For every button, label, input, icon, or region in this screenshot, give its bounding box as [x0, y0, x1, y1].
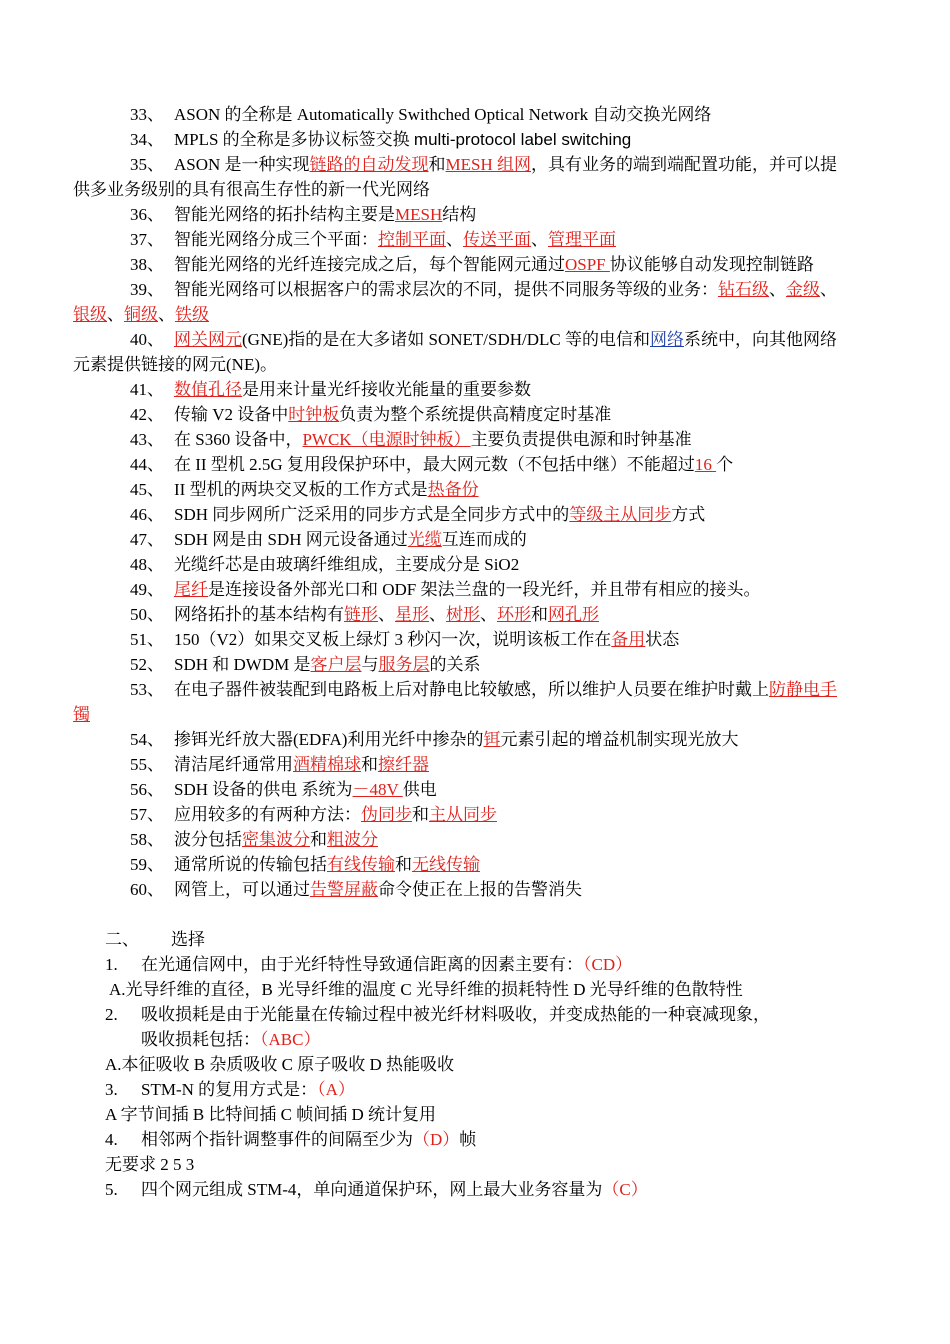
fill-item — [73, 727, 850, 752]
question-number: 2. — [105, 1005, 118, 1024]
answer-options: 无要求 2 5 3 — [105, 1155, 195, 1174]
item-text: ASON 是一种实现 — [174, 155, 310, 174]
answer-text: （A） — [317, 1080, 355, 1099]
question-number: 4. — [105, 1130, 118, 1149]
item-number: 49、 — [130, 580, 164, 599]
item-number: 37、 — [130, 230, 164, 249]
fill-in-list — [0, 102, 850, 902]
answer-text: 时钟板 — [288, 405, 340, 424]
item-text: 、 — [820, 280, 837, 299]
item-number: 60、 — [130, 880, 164, 899]
item-text: multi-protocol label switching — [413, 130, 632, 149]
item-number: 56、 — [130, 780, 164, 799]
answer-text: 链形 — [344, 605, 378, 624]
item-number: 45、 — [130, 480, 164, 499]
item-text: 、 — [158, 305, 175, 324]
item-text: 和 — [361, 755, 378, 774]
question-number: 3. — [105, 1080, 118, 1099]
fill-item — [73, 252, 850, 277]
item-text: SDH 设备的供电 系统为 — [174, 780, 353, 799]
answer-text: 擦纤器 — [378, 755, 429, 774]
item-number: 43、 — [130, 430, 164, 449]
answer-text: 银级 — [73, 305, 107, 324]
item-text: 、 — [446, 230, 463, 249]
item-number: 58、 — [130, 830, 164, 849]
item-text: 在电子器件被装配到电路板上后对静电比较敏感，所以维护人员要在维护时戴上 — [174, 680, 769, 699]
item-text: 、 — [429, 605, 446, 624]
answer-text: 树形 — [446, 605, 480, 624]
item-number: 44、 — [130, 455, 164, 474]
item-number: 33、 — [130, 105, 164, 124]
item-number: 50、 — [130, 605, 164, 624]
hyperlink[interactable]: 网络 — [650, 330, 684, 349]
answer-text: 链路的自动发现 — [309, 155, 429, 174]
item-text: 智能光网络的拓扑结构主要是 — [174, 205, 395, 224]
item-number: 47、 — [130, 530, 164, 549]
fill-item — [73, 127, 850, 152]
fill-item — [73, 427, 850, 452]
question-number: 1. — [105, 955, 118, 974]
item-number: 48、 — [130, 555, 164, 574]
item-number: 57、 — [130, 805, 164, 824]
item-text: 系统中，向其他网络元素提供链接的网元(NE)。 — [73, 330, 837, 374]
answer-text: －48V — [352, 780, 403, 799]
item-text: 传输 V2 设备中 — [174, 405, 289, 424]
question-text: 吸收损耗包括： — [141, 1030, 260, 1049]
item-text: 通常所说的传输包括 — [174, 855, 327, 874]
question-continuation — [105, 1027, 850, 1052]
item-text: 清洁尾纤通常用 — [174, 755, 293, 774]
fill-item — [73, 852, 850, 877]
answer-text: MESH 组网 — [445, 155, 532, 174]
item-number: 51、 — [130, 630, 164, 649]
answer-text: 网关网元 — [174, 330, 242, 349]
question-text: STM-N 的复用方式是： — [141, 1080, 318, 1099]
item-text: 的关系 — [429, 655, 481, 674]
item-text: 和 — [412, 805, 429, 824]
fill-item — [73, 777, 850, 802]
answer-text: 光缆 — [407, 530, 442, 549]
section-heading — [0, 927, 950, 952]
answer-text: 铁级 — [175, 305, 209, 324]
choice-question — [105, 952, 850, 977]
answer-text: 16 — [694, 455, 717, 474]
answer-text: （ABC） — [260, 1030, 321, 1049]
answer-text: （C） — [602, 1180, 648, 1199]
item-text: 光缆纤芯是由玻璃纤维组成，主要成分是 SiO2 — [174, 555, 520, 574]
item-number: 35、 — [130, 155, 164, 174]
item-text: 供电 — [402, 780, 437, 799]
item-text: 智能光网络的光纤连接完成之后，每个智能网元通过 — [174, 255, 565, 274]
answer-text: 尾纤 — [174, 580, 208, 599]
fill-item — [73, 227, 850, 252]
fill-item — [73, 327, 850, 377]
item-text: 、 — [480, 605, 497, 624]
item-number: 39、 — [130, 280, 164, 299]
fill-item — [73, 577, 850, 602]
fill-item — [73, 877, 850, 902]
item-text: 命令使正在上报的告警消失 — [378, 880, 582, 899]
fill-item — [73, 627, 850, 652]
fill-item — [73, 527, 850, 552]
item-number: 53、 — [130, 680, 164, 699]
answer-text: （CD） — [583, 955, 633, 974]
item-text: 个 — [716, 455, 734, 474]
answer-text: 传送平面 — [463, 230, 531, 249]
fill-item — [73, 477, 850, 502]
item-text: 在 II 型机 2.5G 复用段保护环中，最大网元数（不包括中继）不能超过 — [174, 455, 695, 474]
answer-options: A 字节间插 B 比特间插 C 帧间插 D 统计复用 — [105, 1105, 437, 1124]
item-number: 54、 — [130, 730, 164, 749]
answer-options: A.本征吸收 B 杂质吸收 C 原子吸收 D 热能吸收 — [105, 1055, 454, 1074]
answer-text: 有线传输 — [327, 855, 395, 874]
choice-question — [105, 1002, 850, 1052]
choice-question — [105, 1177, 850, 1202]
item-text: 智能光网络分成三个平面： — [174, 230, 378, 249]
answer-text: 密集波分 — [242, 830, 310, 849]
item-text: 、 — [107, 305, 124, 324]
answer-text: 主从同步 — [429, 805, 497, 824]
item-number: 46、 — [130, 505, 164, 524]
item-text: MPLS 的全称是多协议标签交换 — [174, 130, 414, 149]
item-number: 40、 — [130, 330, 164, 349]
fill-item — [73, 602, 850, 627]
answer-text: （D） — [413, 1130, 460, 1149]
item-text: 状态 — [645, 630, 680, 649]
item-number: 55、 — [130, 755, 164, 774]
answer-text: 管理平面 — [548, 230, 616, 249]
fill-item — [73, 827, 850, 852]
item-text: 元素引起的增益机制实现光放大 — [500, 730, 739, 749]
item-text: SDH 和 DWDM 是 — [174, 655, 311, 674]
answer-text: 钻石级 — [718, 280, 769, 299]
answer-text: 数值孔径 — [174, 380, 242, 399]
item-number: 36、 — [130, 205, 164, 224]
answer-text: 防静电手镯 — [73, 680, 837, 724]
question-text: 四个网元组成 STM-4，单向通道保护环，网上最大业务容量为 — [141, 1180, 603, 1199]
answer-text: MESH — [395, 205, 443, 224]
item-text: 、 — [531, 230, 548, 249]
item-text: SDH 同步网所广泛采用的同步方式是全同步方式中的 — [174, 505, 570, 524]
answer-text: 无线传输 — [412, 855, 480, 874]
answer-text: 伪同步 — [361, 805, 412, 824]
fill-item — [73, 652, 850, 677]
item-number: 52、 — [130, 655, 164, 674]
answer-text: 热备份 — [427, 480, 479, 499]
item-number: 34、 — [130, 130, 164, 149]
fill-item — [73, 802, 850, 827]
item-text: 应用较多的有两种方法： — [174, 805, 361, 824]
fill-item — [73, 277, 850, 327]
answer-text: OSPF — [565, 255, 610, 274]
item-number: 41、 — [130, 380, 164, 399]
item-text: 方式 — [671, 505, 706, 524]
fill-item — [73, 502, 850, 527]
choice-list — [0, 952, 850, 1202]
fill-item — [73, 377, 850, 402]
item-number: 42、 — [130, 405, 164, 424]
answer-text: 粗波分 — [327, 830, 378, 849]
answer-text: 铒 — [483, 730, 501, 749]
answer-text: 告警屏蔽 — [310, 880, 378, 899]
fill-item — [73, 402, 850, 427]
answer-text: 网孔形 — [548, 605, 599, 624]
item-text: 波分包括 — [174, 830, 242, 849]
answer-text: 控制平面 — [378, 230, 446, 249]
answer-text: 星形 — [395, 605, 429, 624]
fill-item — [73, 102, 850, 127]
item-number: 38、 — [130, 255, 164, 274]
answer-text: 服务层 — [378, 655, 430, 674]
item-text: ，具有业务的端到端配置功能，并可以提供多业务级别的具有很高生存性的新一代光网络 — [73, 155, 838, 199]
question-text: 相邻两个指针调整事件的间隔至少为 — [141, 1130, 413, 1149]
item-text: 结构 — [442, 205, 477, 224]
fill-item — [73, 552, 850, 577]
item-number: 59、 — [130, 855, 164, 874]
question-text: 吸收损耗是由于光能量在传输过程中被光纤材料吸收，并变成热能的一种衰减现象， — [141, 1005, 770, 1024]
answer-text: 客户层 — [310, 655, 362, 674]
section-number: 二、 — [105, 930, 139, 949]
item-text: 、 — [769, 280, 786, 299]
fill-item — [73, 677, 850, 727]
answer-text: 等级主从同步 — [569, 505, 672, 524]
item-text: 和 — [428, 155, 446, 174]
item-text: 150（V2）如果交叉板上绿灯 3 秒闪一次，说明该板工作在 — [174, 630, 612, 649]
item-text: 互连而成的 — [441, 530, 527, 549]
item-text: 掺铒光纤放大器(EDFA)利用光纤中掺杂的 — [174, 730, 484, 749]
choice-question — [105, 1077, 850, 1102]
item-text: (GNE)指的是在大多诸如 SONET/SDH/DLC 等的电信和 — [242, 330, 650, 349]
item-text: 协议能够自动发现控制链路 — [609, 255, 814, 274]
question-suffix: 帧 — [459, 1130, 477, 1149]
answer-text: 环形 — [497, 605, 531, 624]
item-text: 和 — [531, 605, 548, 624]
fill-item — [73, 752, 850, 777]
answer-text: 铜级 — [124, 305, 158, 324]
fill-item — [73, 152, 850, 202]
item-text: 主要负责提供电源和时钟基准 — [470, 430, 692, 449]
item-text: 在 S360 设备中， — [174, 430, 303, 449]
item-text: 和 — [395, 855, 412, 874]
item-text: 网络拓扑的基本结构有 — [174, 605, 344, 624]
answer-text: 备用 — [611, 630, 646, 649]
item-text: 是用来计量光纤接收光能量的重要参数 — [242, 380, 531, 399]
question-number: 5. — [105, 1180, 118, 1199]
question-text: 在光通信网中，由于光纤特性导致通信距离的因素主要有： — [141, 955, 583, 974]
item-text: II 型机的两块交叉板的工作方式是 — [174, 480, 428, 499]
item-text: 负责为整个系统提供高精度定时基准 — [339, 405, 612, 424]
fill-item — [73, 202, 850, 227]
item-text: 是连接设备外部光口和 ODF 架法兰盘的一段光纤，并且带有相应的接头。 — [208, 580, 761, 599]
item-text: 智能光网络可以根据客户的需求层次的不同，提供不同服务等级的业务： — [174, 280, 718, 299]
item-text: SDH 网是由 SDH 网元设备通过 — [174, 530, 408, 549]
answer-text: PWCK（电源时钟板） — [302, 430, 471, 449]
answer-text: 金级 — [786, 280, 820, 299]
section-title: 选择 — [171, 930, 205, 949]
item-text: 、 — [378, 605, 395, 624]
item-text: ASON 的全称是 Automatically Swithched Optical Network 自动交换光网络 — [174, 105, 712, 124]
item-text: 网管上，可以通过 — [174, 880, 310, 899]
item-text: 与 — [361, 655, 379, 674]
item-text: 和 — [310, 830, 327, 849]
answer-options: A.光导纤维的直径，B 光导纤维的温度 C 光导纤维的损耗特性 D 光导纤维的色散特性 — [109, 980, 743, 999]
answer-text: 酒精棉球 — [293, 755, 361, 774]
choice-question — [105, 1127, 850, 1152]
fill-item — [73, 452, 850, 477]
